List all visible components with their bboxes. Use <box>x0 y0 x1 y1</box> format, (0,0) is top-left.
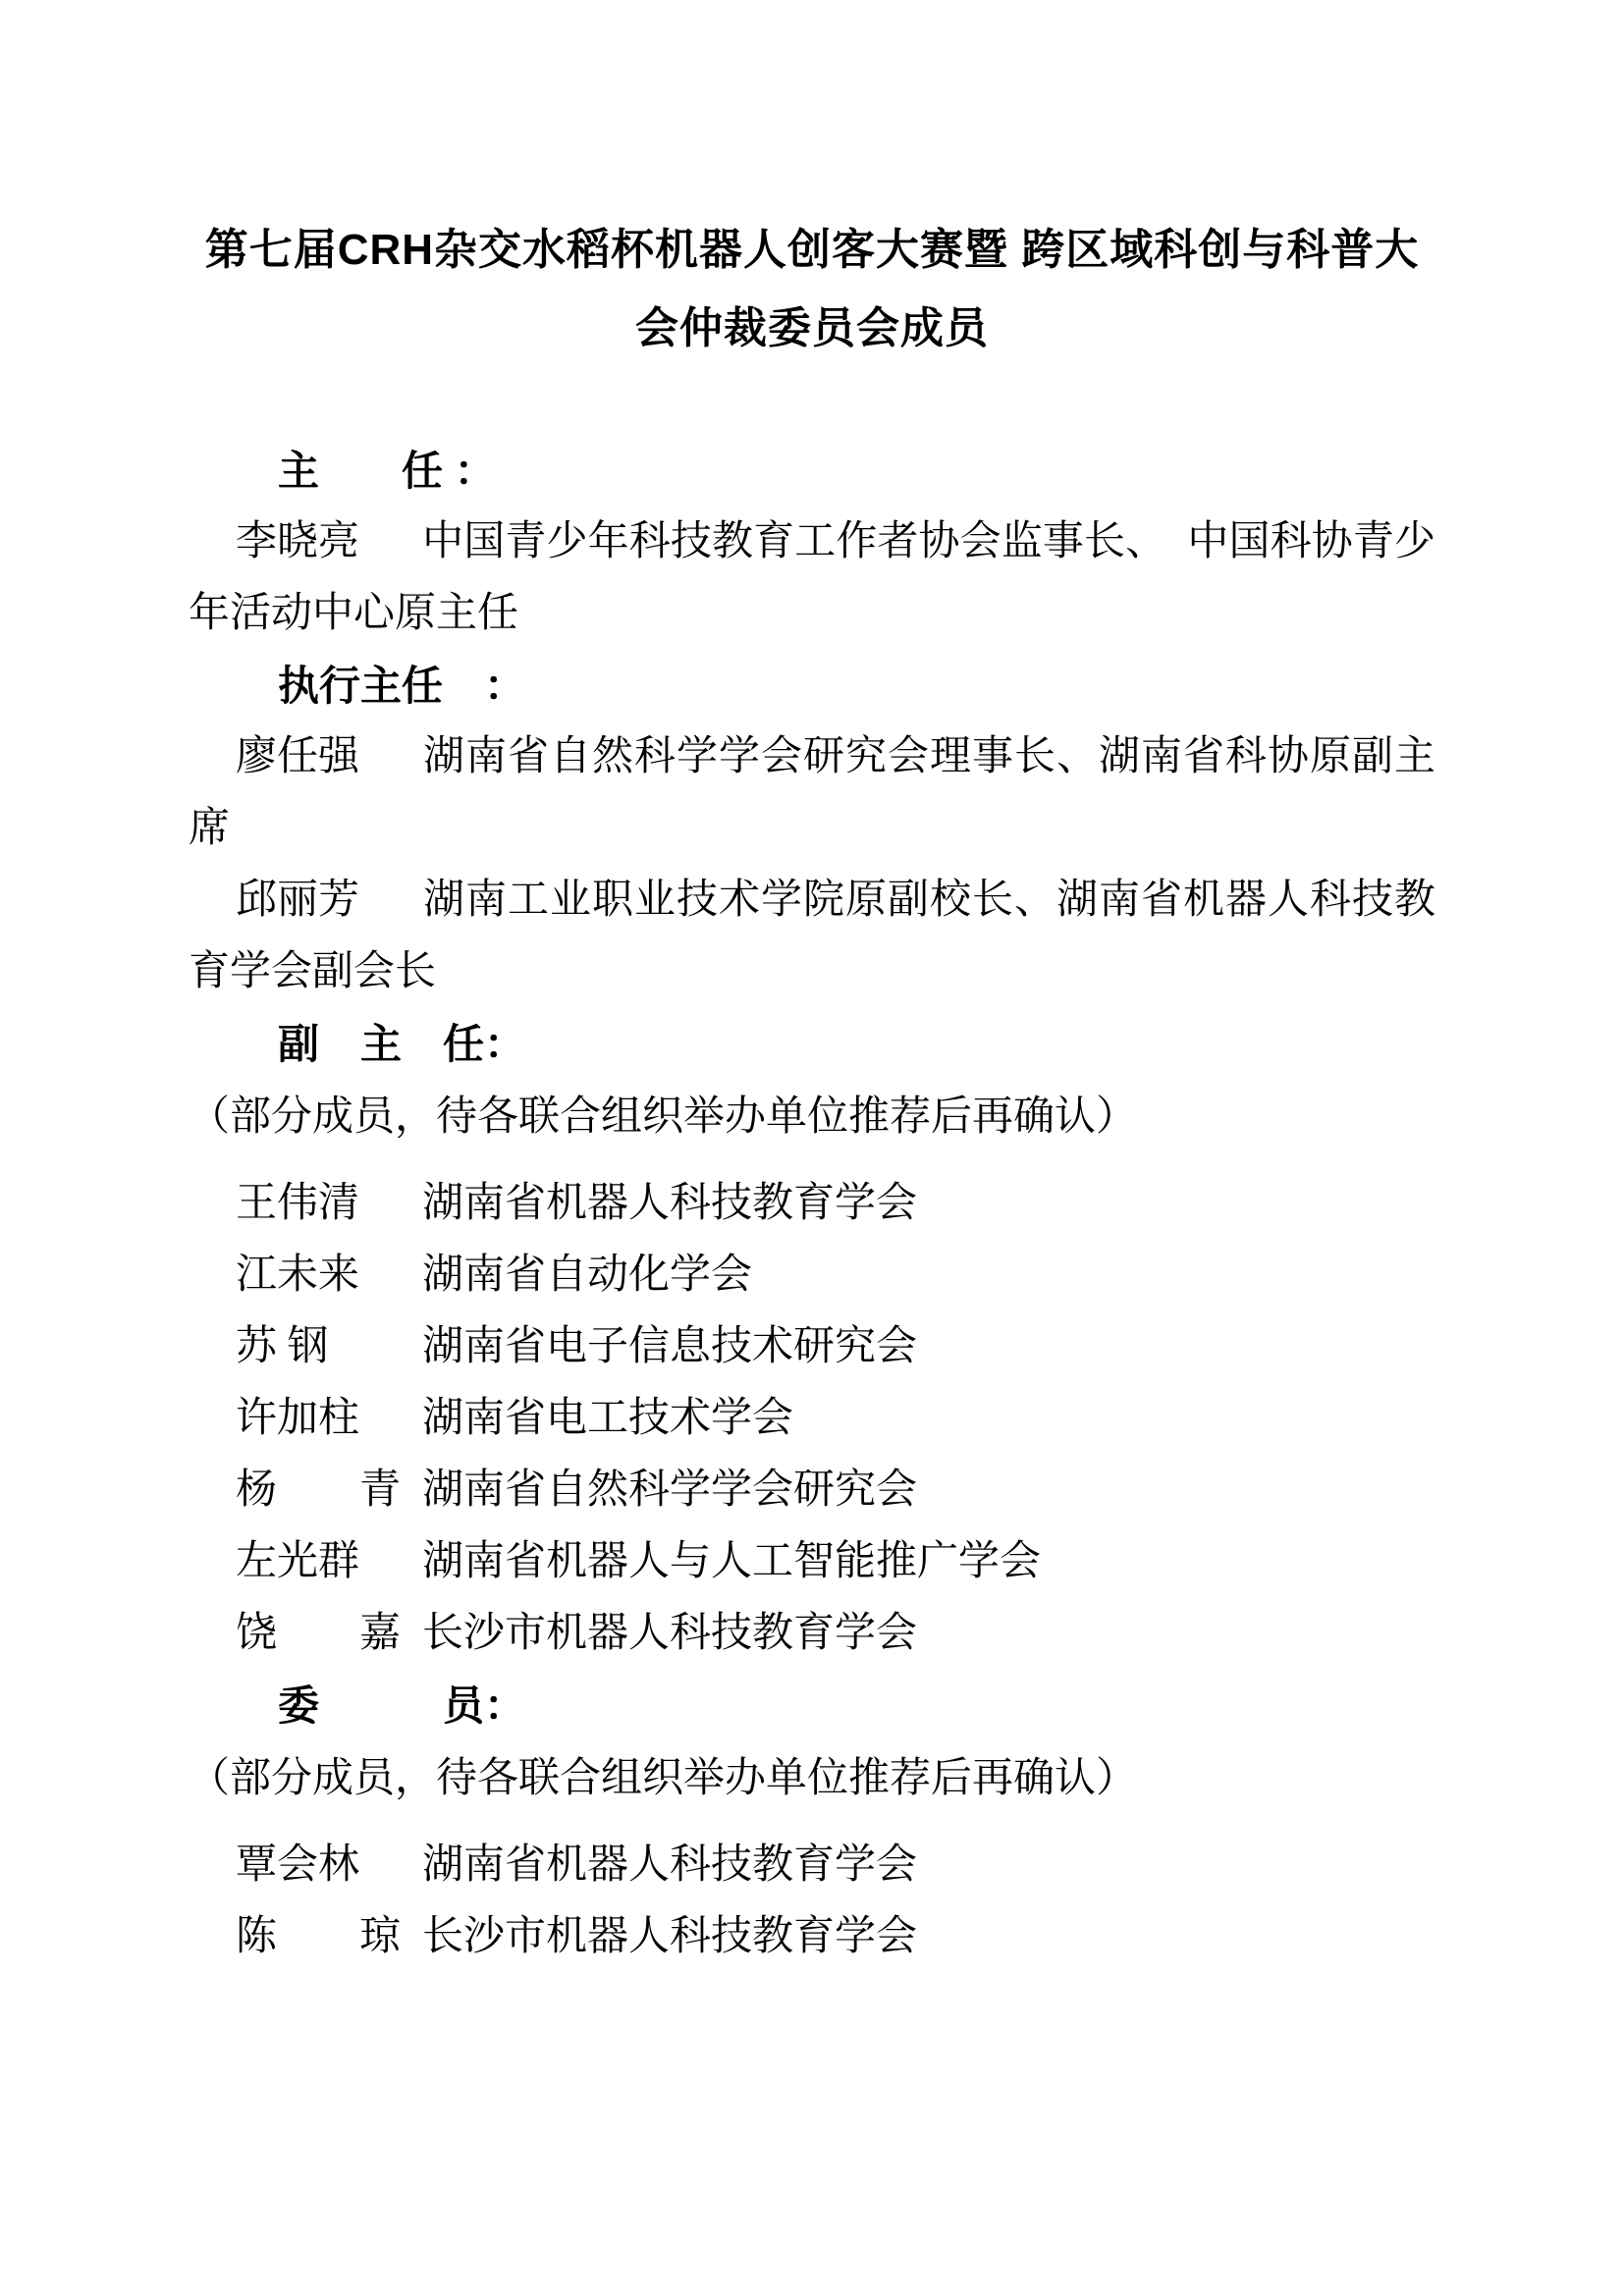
heading-note: （部分成员，待各联合组织举办单位推荐后再确认） <box>189 1095 1138 1140</box>
member-name: 杨 青 <box>236 1468 402 1513</box>
member-org: 长沙市机器人科技教育学会 <box>422 1914 918 1959</box>
member-name: 廖任强 <box>236 734 360 779</box>
heading-text: 主 任 ： <box>278 448 496 494</box>
member-org: 湖南省自然科学学会研究会理事长、湖南省科协原副主席 <box>189 734 1435 851</box>
section-heading-deputy-director <box>189 1008 1435 1153</box>
member-row <box>189 1455 1435 1526</box>
document-title <box>189 211 1435 368</box>
member-org: 湖南省机器人与人工智能推广学会 <box>422 1539 1042 1584</box>
member-name: 邱丽芳 <box>236 878 360 923</box>
heading-text: 委 员： <box>278 1682 526 1729</box>
member-name: 陈 琼 <box>236 1914 402 1959</box>
member-row <box>189 1901 1435 1973</box>
section-heading-committee-members <box>189 1670 1435 1815</box>
title-line-1: 第七届CRH杂交水稻杯机器人创客大赛暨 跨区域科创与科普大 <box>204 226 1420 274</box>
committee-roster <box>189 435 1435 1973</box>
member-org: 湖南省机器人科技教育学会 <box>422 1181 918 1226</box>
section-heading-director <box>189 435 1435 507</box>
member-row <box>189 1240 1435 1311</box>
member-row <box>189 1598 1435 1670</box>
member-row <box>189 865 1435 1008</box>
member-org: 湖南省机器人科技教育学会 <box>422 1842 918 1888</box>
heading-text: 副 主 任： <box>278 1021 526 1067</box>
title-line-2: 会仲裁委员会成员 <box>635 304 989 352</box>
member-row <box>189 507 1435 650</box>
member-name: 覃会林 <box>236 1842 360 1888</box>
member-name: 左光群 <box>236 1539 360 1584</box>
member-row <box>189 1168 1435 1240</box>
member-row <box>189 1383 1435 1455</box>
member-org: 湖南省自动化学会 <box>422 1253 753 1298</box>
member-org: 湖南省电子信息技术研究会 <box>422 1324 918 1369</box>
member-name: 李晓亮 <box>236 519 360 564</box>
member-row <box>189 1830 1435 1901</box>
member-org: 湖南工业职业技术学院原副校长、湖南省机器人科技教育学会副会长 <box>189 878 1435 994</box>
member-row <box>189 1311 1435 1383</box>
member-name: 许加柱 <box>236 1396 360 1441</box>
section-heading-executive-director <box>189 650 1435 721</box>
member-org: 中国青少年科技教育工作者协会监事长、 中国科协青少年活动中心原主任 <box>189 519 1435 636</box>
heading-text: 执行主任 ： <box>278 663 526 709</box>
member-name: 饶 嘉 <box>236 1611 402 1656</box>
member-name: 苏 钢 <box>236 1324 329 1369</box>
heading-note: （部分成员，待各联合组织举办单位推荐后再确认） <box>189 1756 1138 1801</box>
member-org: 湖南省电工技术学会 <box>422 1396 794 1441</box>
member-org: 长沙市机器人科技教育学会 <box>422 1611 918 1656</box>
member-name: 王伟清 <box>236 1181 360 1226</box>
member-name: 江未来 <box>236 1253 360 1298</box>
member-row <box>189 721 1435 865</box>
member-org: 湖南省自然科学学会研究会 <box>422 1468 918 1513</box>
document-content <box>189 211 1435 1973</box>
member-row <box>189 1526 1435 1598</box>
